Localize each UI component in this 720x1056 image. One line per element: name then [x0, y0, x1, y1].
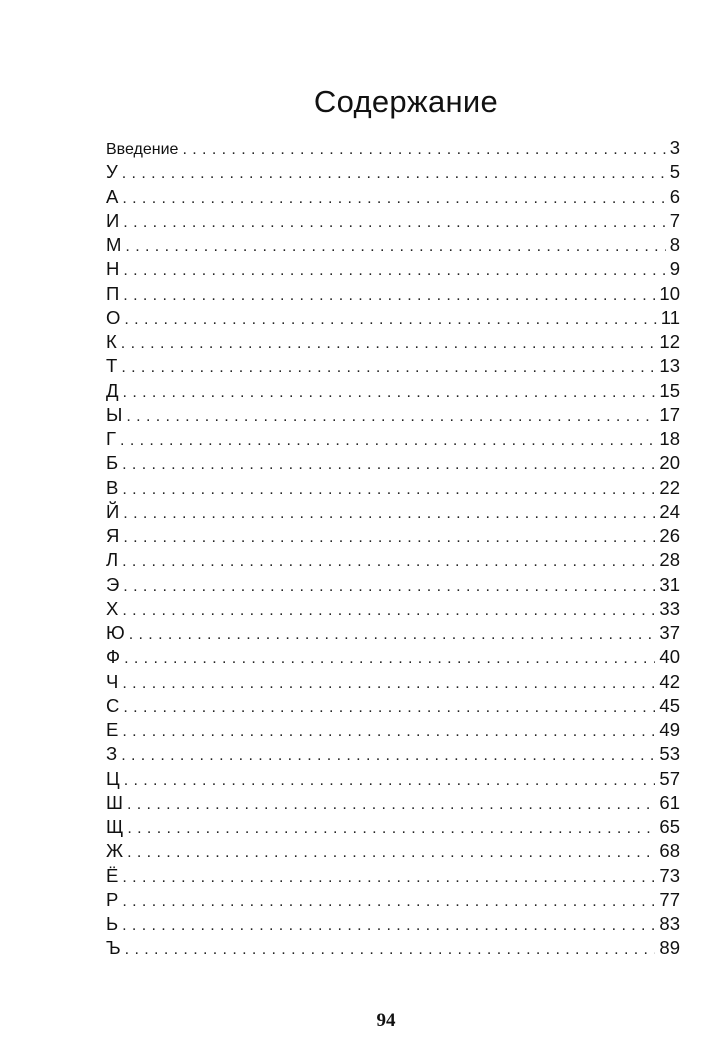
dot-leader [122, 162, 666, 186]
toc-entry-page: 3 [669, 137, 680, 158]
page-number: 94 [376, 1010, 396, 1031]
toc-entry [106, 791, 680, 815]
toc-entry-page: 12 [659, 331, 680, 352]
toc-entry-page: 24 [659, 500, 680, 522]
toc-entry-label: Ъ [106, 937, 121, 959]
toc-entry-label: Ш [106, 791, 123, 813]
toc-entry [106, 379, 680, 403]
toc-entry-label: З [106, 743, 118, 765]
dot-leader [121, 356, 655, 380]
toc-entry-label: У [106, 161, 118, 183]
toc-entry-page: 89 [659, 937, 680, 959]
toc-entry [106, 597, 680, 621]
toc-entry-label: Э [106, 573, 120, 595]
toc-entry [106, 839, 680, 863]
toc-entry-label: Е [106, 719, 119, 740]
toc-entry-label: Л [106, 549, 119, 571]
toc-entry [106, 742, 680, 766]
dot-leader [123, 502, 655, 526]
toc-entry [106, 670, 680, 694]
dot-leader [121, 332, 656, 356]
toc-entry [106, 257, 680, 281]
toc-entry-page: 45 [659, 694, 680, 716]
dot-leader [127, 817, 655, 841]
toc-entry-label: Ь [106, 913, 119, 934]
toc-entry-page: 31 [659, 573, 680, 595]
dot-leader [122, 478, 655, 502]
toc-entry [106, 160, 680, 184]
toc-entry-page: 40 [659, 646, 680, 668]
toc-entry [106, 354, 680, 378]
toc-entry-page: 33 [659, 597, 680, 619]
toc-entry [106, 209, 680, 233]
toc-entry-page: 42 [659, 670, 680, 692]
toc-entry-page: 49 [659, 719, 680, 740]
dot-leader [122, 914, 655, 938]
dot-leader [123, 211, 665, 235]
dot-leader [122, 890, 655, 914]
toc-entry-label: А [106, 185, 119, 207]
toc-entry [106, 694, 680, 718]
toc-entry [106, 330, 680, 354]
toc-entry-label: Ы [106, 403, 123, 425]
toc-entry-label: Н [106, 258, 120, 280]
toc-entry [106, 936, 680, 960]
dot-leader [124, 308, 656, 332]
toc-entry-page: 65 [659, 816, 680, 837]
dot-leader [122, 550, 655, 574]
toc-entry-page: 20 [659, 452, 680, 474]
toc-entry-page: 7 [669, 209, 680, 231]
dot-leader [122, 866, 655, 890]
toc-entry-label: Введение [106, 141, 179, 158]
toc-entry [106, 282, 680, 306]
toc-entry-page: 28 [659, 549, 680, 571]
dot-leader [125, 235, 665, 259]
toc-entry [106, 864, 680, 888]
toc-entry [106, 233, 680, 257]
dot-leader [121, 744, 655, 768]
toc-entry [106, 573, 680, 597]
dot-leader [123, 575, 655, 599]
toc-entry [106, 136, 680, 160]
toc-entry-label: Т [106, 355, 118, 377]
toc-entry-page: 8 [669, 234, 680, 255]
toc-entry-label: П [106, 282, 120, 304]
toc-entry-page: 57 [659, 767, 680, 789]
dot-leader [122, 453, 655, 477]
toc-entry [106, 451, 680, 475]
dot-leader [122, 599, 655, 623]
toc-entry-page: 13 [659, 355, 680, 377]
dot-leader [122, 720, 655, 744]
toc-entry-label: Ю [106, 622, 125, 643]
dot-leader [126, 405, 655, 429]
toc-entry [106, 548, 680, 572]
toc-entry-page: 18 [659, 428, 680, 449]
toc-entry-page: 5 [669, 161, 680, 183]
toc-entry-label: И [106, 209, 120, 231]
toc-entry [106, 500, 680, 524]
toc-entry [106, 815, 680, 839]
toc-entry-label: О [106, 306, 121, 328]
page-title: Содержание [313, 84, 499, 119]
toc-entry [106, 306, 680, 330]
toc-entry-label: М [106, 234, 122, 255]
dot-leader [123, 284, 655, 308]
toc-entry-page: 37 [659, 622, 680, 643]
toc-entry [106, 645, 680, 669]
toc-entry-label: С [106, 694, 120, 716]
toc-entry-page: 26 [659, 525, 680, 546]
dot-leader [127, 793, 655, 817]
toc-entry-label: Ё [106, 864, 119, 886]
toc-entry [106, 888, 680, 912]
toc-entry-label: Ж [106, 840, 124, 862]
dot-leader [120, 429, 655, 453]
toc-entry [106, 476, 680, 500]
toc-entry-page: 9 [669, 258, 680, 280]
table-of-contents [106, 136, 680, 961]
dot-leader [129, 623, 656, 647]
dot-leader [125, 938, 656, 962]
dot-leader [127, 841, 655, 865]
toc-entry [106, 767, 680, 791]
dot-leader [124, 647, 655, 671]
dot-leader [182, 138, 665, 162]
toc-entry-page: 77 [659, 888, 680, 910]
toc-entry-label: Б [106, 452, 119, 474]
toc-entry-label: Й [106, 500, 120, 522]
toc-entry [106, 912, 680, 936]
dot-leader [124, 769, 656, 793]
toc-entry-label: К [106, 331, 117, 352]
toc-entry [106, 718, 680, 742]
toc-entry-page: 10 [659, 282, 680, 304]
toc-entry-label: Д [106, 379, 119, 401]
toc-entry-page: 61 [659, 791, 680, 813]
dot-leader [123, 259, 665, 283]
toc-entry [106, 185, 680, 209]
toc-entry-label: Ц [106, 767, 120, 789]
toc-entry-label: Щ [106, 816, 124, 837]
toc-entry-page: 15 [659, 379, 680, 401]
toc-entry-page: 68 [659, 840, 680, 862]
toc-entry-page: 17 [659, 403, 680, 425]
toc-entry-label: В [106, 476, 119, 498]
toc-entry-page: 11 [660, 306, 680, 328]
toc-entry-label: Р [106, 888, 119, 910]
toc-entry-page: 83 [659, 913, 680, 934]
dot-leader [123, 381, 656, 405]
toc-entry-label: Я [106, 525, 120, 546]
toc-entry [106, 403, 680, 427]
toc-entry-page: 73 [659, 864, 680, 886]
toc-entry-page: 22 [659, 476, 680, 498]
dot-leader [123, 696, 655, 720]
toc-entry-page: 6 [669, 185, 680, 207]
toc-entry-label: Ч [106, 670, 119, 692]
toc-entry [106, 524, 680, 548]
toc-entry-page: 53 [659, 743, 680, 765]
dot-leader [123, 526, 655, 550]
dot-leader [122, 187, 665, 211]
toc-entry [106, 621, 680, 645]
toc-entry [106, 427, 680, 451]
toc-entry-label: Ф [106, 646, 121, 668]
toc-entry-label: Г [106, 428, 117, 449]
toc-entry-label: Х [106, 597, 119, 619]
dot-leader [122, 672, 655, 696]
